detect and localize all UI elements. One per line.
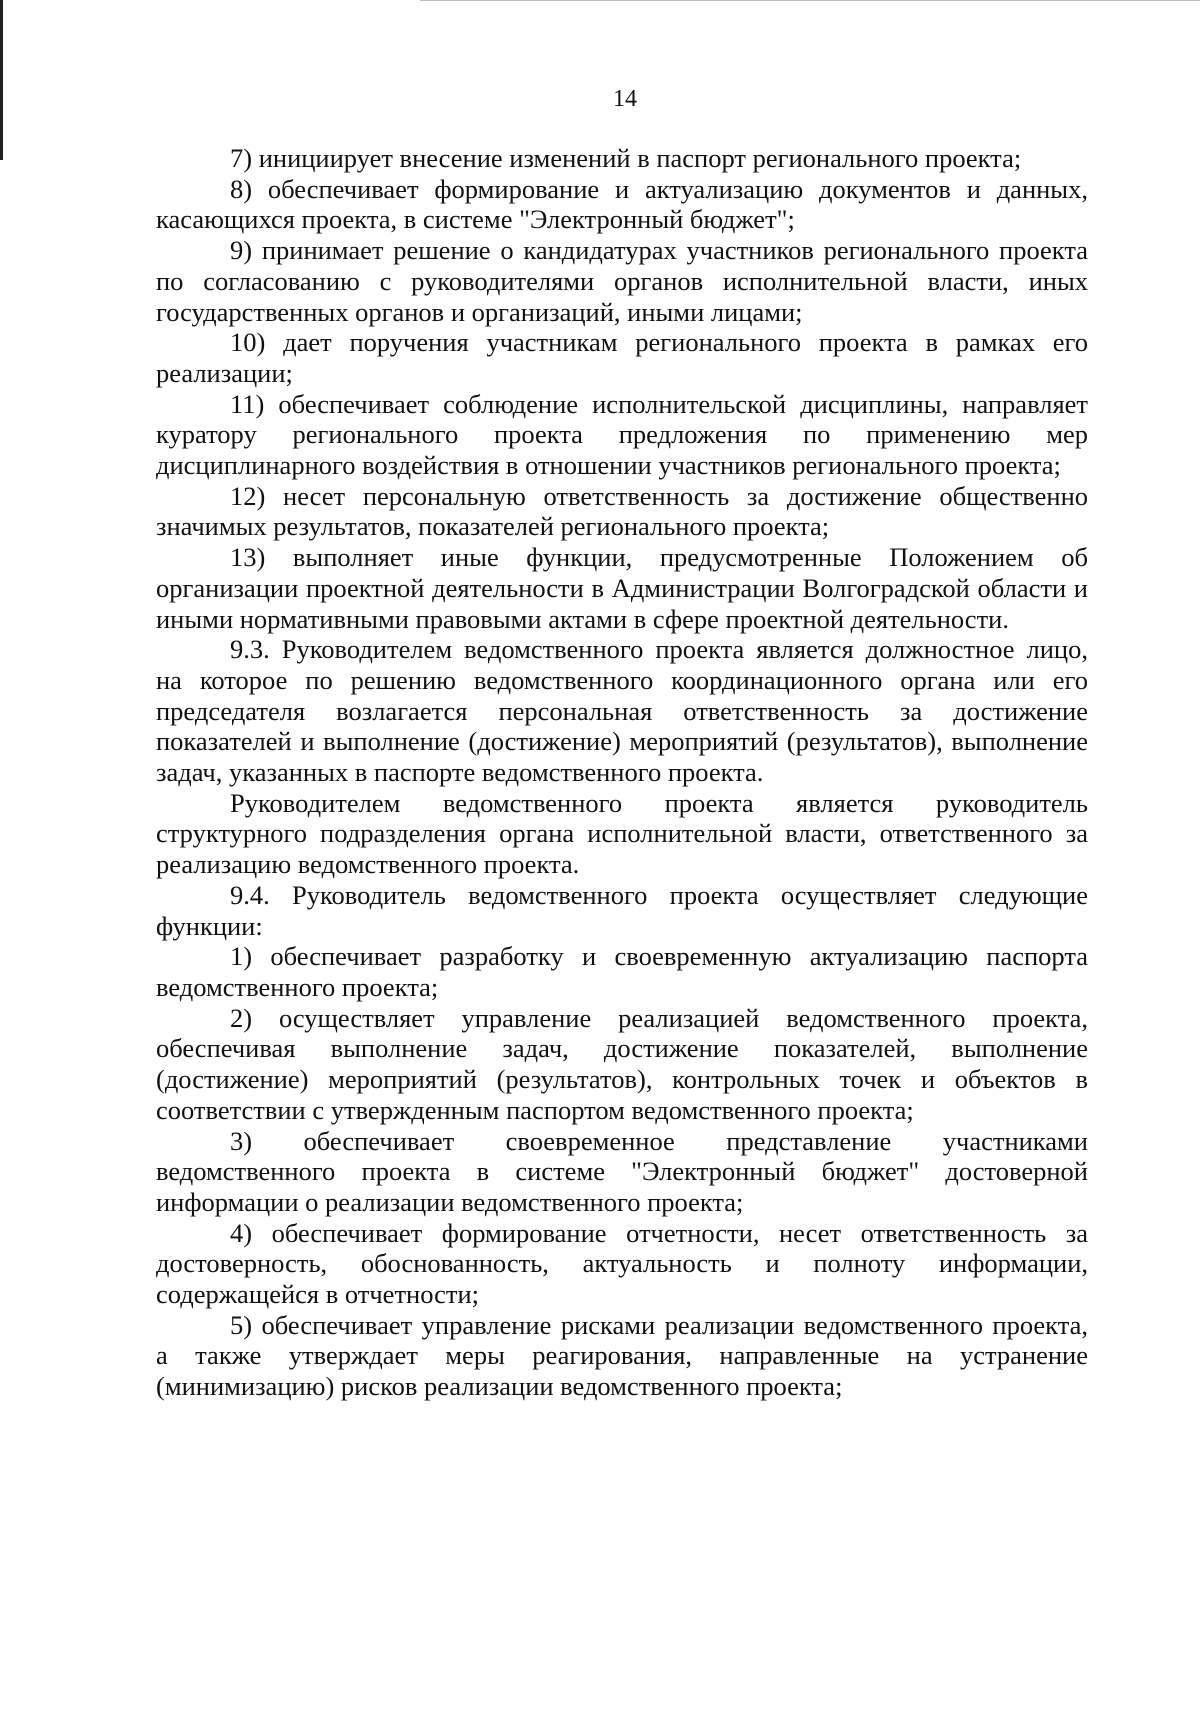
paragraph-head-definition: Руководителем ведомственного проекта является руководитель структурного подразделения органа исполнительной власти, ответственного за реализацию ведомственного проекта. <box>156 787 1088 880</box>
scan-edge-left <box>0 0 3 160</box>
paragraph-section-9-3: 9.3. Руководителем ведомственного проекта является должностное лицо, на которое по решению ведомственного координационного органа или его председателя возлагается персональная ответственность за достижение показателей и выполнение (достижение) мероприятий (результатов), выполнение задач, указанных в паспорте ведомственного проекта. <box>156 634 1088 788</box>
document-body <box>156 143 1088 1402</box>
paragraph-item-13: 13) выполняет иные функции, предусмотренные Положением об организации проектной деятельности в Администрации Волгоградской области и иными нормативными правовыми актами в сфере проектной деятельности. <box>156 542 1088 634</box>
paragraph-function-3: 3) обеспечивает своевременное представление участниками ведомственного проекта в системе "Электронный бюджет" достоверной информации о реализации ведомственного проекта; <box>156 1125 1088 1217</box>
paragraph-function-1: 1) обеспечивает разработку и своевременную актуализацию паспорта ведомственного проекта; <box>156 941 1088 1002</box>
page-number: 14 <box>613 86 637 112</box>
paragraph-item-7: 7) инициирует внесение изменений в паспорт регионального проекта; <box>230 143 1022 173</box>
paragraph-function-5: 5) обеспечивает управление рисками реализации ведомственного проекта, а также утверждает меры реагирования, направленные на устранение (минимизацию) рисков реализации ведомственного проекта; <box>156 1309 1088 1402</box>
scan-edge-top <box>420 0 1200 1</box>
paragraph-item-9: 9) принимает решение о кандидатурах участников регионального проекта по согласованию с руководителями органов исполнительной власти, иных государственных органов и организаций, иными лицами; <box>156 235 1088 327</box>
paragraph-section-9-4: 9.4. Руководитель ведомственного проекта осуществляет следующие функции: <box>156 879 1088 941</box>
paragraph-function-2: 2) осуществляет управление реализацией ведомственного проекта, обеспечивая выполнение задач, достижение показателей, выполнение (достижение) мероприятий (результатов), контрольных точек и объектов в соответствии с утвержденным паспортом ведомственного проекта; <box>156 1002 1088 1125</box>
paragraph-item-8: 8) обеспечивает формирование и актуализацию документов и данных, касающихся проекта, в системе "Электронный бюджет"; <box>156 173 1088 235</box>
paragraph-item-10: 10) дает поручения участникам регионального проекта в рамках его реализации; <box>156 327 1088 388</box>
paragraph-item-12: 12) несет персональную ответственность за достижение общественно значимых результатов, показателей регионального проекта; <box>156 480 1088 542</box>
paragraph-item-11: 11) обеспечивает соблюдение исполнительской дисциплины, направляет куратору регионального проекта предложения по применению мер дисциплинарного воздействия в отношении участников регионального проекта; <box>156 388 1088 481</box>
paragraph-function-4: 4) обеспечивает формирование отчетности, несет ответственность за достоверность, обоснованность, актуальность и полноту информации, содержащейся в отчетности; <box>156 1217 1088 1310</box>
